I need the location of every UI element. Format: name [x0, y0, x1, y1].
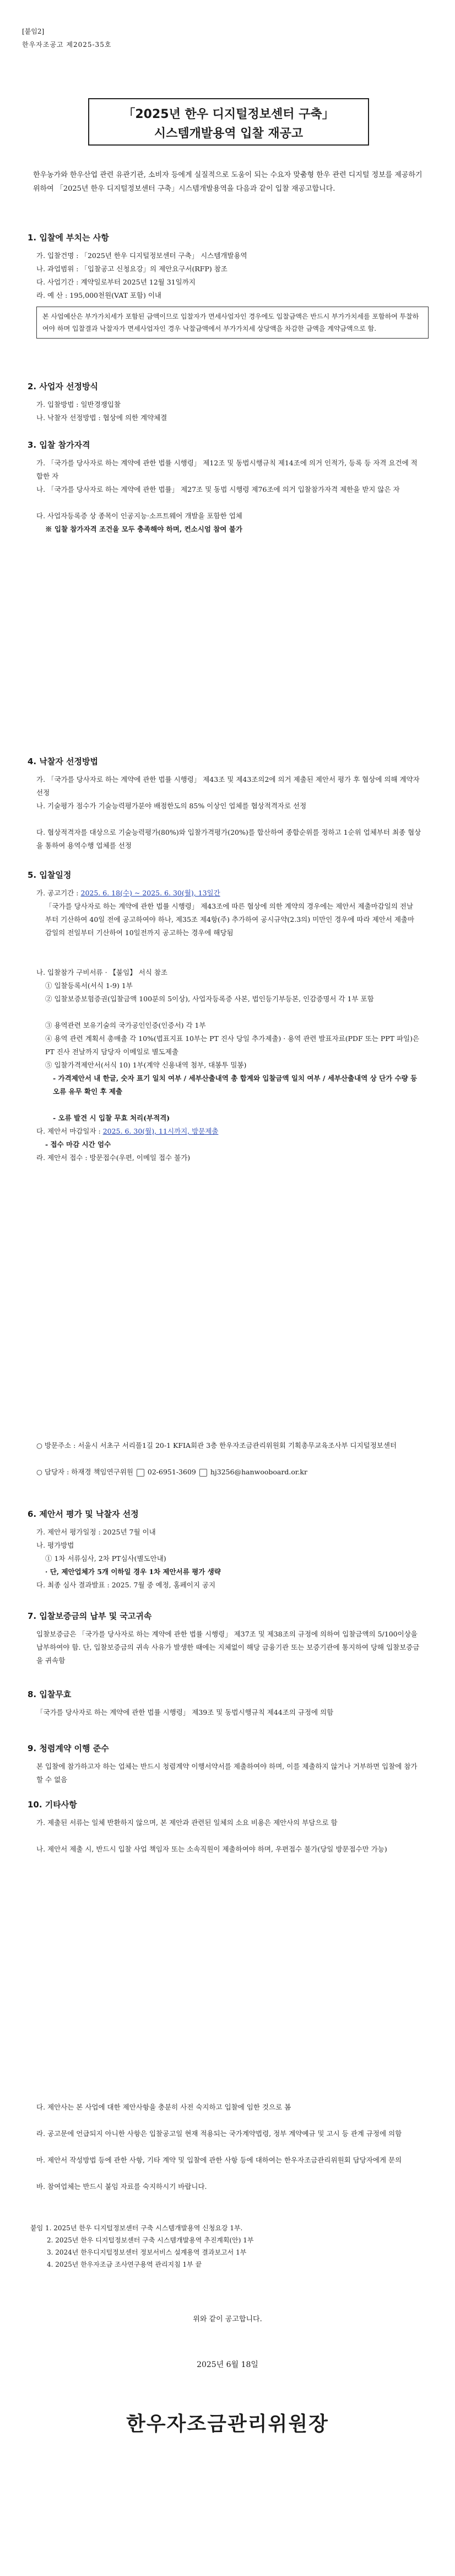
email-icon — [199, 1469, 207, 1477]
s4-item: 다. 협상적격자를 대상으로 기술능력평가(80%)와 입찰가격평가(20%)를 합산하여 종합순위를 정하고 1순위 업체부터 최종 협상을 통하여 용역수행 업체를 선정 — [36, 828, 421, 850]
closing-text: 위와 같이 공고합니다. — [193, 2315, 262, 2323]
s1-budget-note: 본 사업예산은 부가가치세가 포함된 금액이므로 입찰자가 면세사업자인 경우에도 입찰금액은 반드시 부가가치세를 포함하여 투찰하여야 하며 입찰결과 낙찰자가 면세사업자인 경우 낙찰금액에서 부가가치세 상당액을 차감한 금액을 계약금액으로 함. — [36, 307, 429, 339]
s5-doc-item: ④ 용역 관련 계획서 총매출 각 10%(법표지표 10부는 PT 진사 당일 추가제출) · 용역 관련 발표자료(PDF 또는 PPT 파일)은 PT 진사 전날까지 담당자 이메일로 별도제출 — [45, 1034, 420, 1056]
title-line-2: 시스템개발용역 입찰 재공고 — [154, 127, 304, 141]
s6-item: 다. 최종 심사 결과발표 : 2025. 7월 중 예정, 홈페이지 공지 — [36, 1581, 216, 1589]
s5-doc-item: ① 입찰등록서(서식 1-9) 1부 — [45, 981, 133, 990]
s5-deadline-row — [36, 1125, 422, 1138]
section-2-heading: 2. 사업자 선정방식 — [28, 382, 99, 391]
title-box — [88, 98, 369, 146]
s5-contact-person: ○ 담당자 : 하재경 책임연구위원 — [36, 1468, 133, 1476]
attachment-item: 4. 2025년 한우자조금 조사연구용역 관리지침 1부 끝 — [47, 2261, 202, 2268]
s5-doc-item: ⑤ 입찰가격제안서(서식 10) 1부(계약 신용내역 첨부, 대봉투 밀봉) — [45, 1061, 247, 1069]
attachment-item: 3. 2024년 한우디지털정보센터 정보서비스 설계용역 결과보고서 1부 — [47, 2248, 247, 2256]
notice-date: 2025년 6월 18일 — [197, 2360, 258, 2369]
section-10-heading: 10. 기타사항 — [28, 1800, 77, 1810]
section-4-heading: 4. 낙찰자 선정방법 — [28, 756, 99, 766]
s5-doc-note: - 오류 발견 시 입찰 무효 처리(부적격) — [53, 1114, 170, 1122]
s10-item: 다. 제안사는 본 사업에 대한 제안사항을 충분히 사전 숙지하고 입찰에 임한 것으로 봄 — [36, 2103, 291, 2111]
s6-item: ① 1차 서류심사, 2차 PT심사(별도안내) — [45, 1554, 166, 1563]
attachment-label: 붙임 — [30, 2224, 44, 2232]
s9-text: 본 입찰에 참가하고자 하는 업체는 반드시 청렴계약 이행서약서를 제출하여야 하며, 이를 제출하지 않거나 거부하면 입찰에 참가할 수 없음 — [36, 1762, 418, 1784]
issuing-organization: 한우자조금관리위원장 — [126, 2412, 329, 2435]
s10-item: 나. 제안서 제출 시, 반드시 입찰 사업 책임자 또는 소속직원이 제출하여야 하며, 우편접수 불가(당일 방문접수만 가능) — [36, 1845, 387, 1853]
attachment-tag: [붙임2] — [22, 28, 45, 35]
s10-item: 라. 공고문에 언급되지 아니한 사항은 입찰공고일 현재 적용되는 국가계약법령, 정부 계약예규 및 고시 등 관계 규정에 의함 — [36, 2129, 402, 2138]
section-5-heading: 5. 입찰일정 — [28, 870, 72, 880]
s5-contact-email[interactable]: hj3256@hanwooboard.or.kr — [210, 1468, 307, 1476]
s5-contact-row — [36, 1466, 422, 1479]
s5-period-row — [36, 887, 422, 900]
section-1-heading: 1. 입찰에 부치는 사항 — [28, 233, 109, 243]
section-9-heading: 9. 청렴계약 이행 준수 — [28, 1743, 109, 1753]
phone-icon — [137, 1469, 144, 1477]
attachment-item: 1. 2025년 한우 디지털정보센터 구축 시스템개발용역 신청요강 1부. — [45, 2224, 243, 2232]
section-8-heading: 8. 입찰무효 — [28, 1689, 72, 1699]
s8-text: 「국가를 당사자로 하는 계약에 관한 법률 시행령」 제39조 및 동법시행규칙 제44조의 규정에 의함 — [36, 1708, 334, 1716]
section-6-heading: 6. 제안서 평가 및 낙찰자 선정 — [28, 1509, 139, 1519]
section-7-heading: 7. 입찰보증금의 납부 및 국고귀속 — [28, 1611, 152, 1621]
s7-text: 입찰보증금은 「국가를 당사자로 하는 계약에 관한 법률 시행령」 제37조 및 제38조의 규정에 의하여 입찰금액의 5/100이상을 납부하여야 함. 단, 입찰보증금의 귀속 사유가 발생한 때에는 지체없이 해당 금융기관 또는 보증기관에 통지하여 당해 입찰보증금을 귀속함 — [36, 1630, 420, 1665]
s6-item: 가. 제안서 평가일정 : 2025년 7월 이내 — [36, 1528, 156, 1536]
title-line-1: 「2025년 한우 디지털정보센터 구축」 — [123, 108, 334, 121]
s5-period-value: 2025. 6. 18(수) ~ 2025. 6. 30(월), 13일간 — [80, 889, 220, 897]
s3-item: 가. 「국가를 당사자로 하는 계약에 관한 법률 시행령」 제12조 및 동법시행규칙 제14조에 의거 인적가, 등록 등 자격 요건에 적합한 자 — [36, 459, 418, 480]
s1-item: 나. 과업범위 : 「입찰공고 신청요강」의 제안요구서(RFP) 참조 — [36, 265, 228, 273]
s3-item: 나. 「국가를 당사자로 하는 계약에 관한 법률」 제27조 및 동법 시행령 제76조에 의거 입찰참가자격 제한을 받지 않은 자 — [36, 485, 400, 493]
s3-note: ※ 입찰 참가자격 조건을 모두 충족해야 하며, 컨소시엄 참여 불가 — [45, 525, 242, 533]
s5-doc-item: ③ 용역관련 보유기술의 국가공인인증(인증서) 각 1부 — [45, 1021, 206, 1029]
s4-item: 나. 기술평가 점수가 기술능력평가분야 배점한도의 85% 이상인 업체를 협상적격자로 선정 — [36, 802, 307, 810]
s5-deadline-note: - 접수 마감 시간 엄수 — [45, 1140, 111, 1149]
s5-deadline-label: 다. 제안서 마감일자 : — [36, 1127, 101, 1135]
s6-item: 나. 평가방법 — [36, 1541, 74, 1549]
s5-docs-label: 나. 입찰참가 구비서류 · 【붙임】 서식 참조 — [36, 968, 167, 976]
s1-item: 가. 입찰건명 : 「2025년 한우 디지털정보센터 구축」 시스템개발용역 — [36, 251, 247, 260]
s5-contact-phone[interactable]: 02-6951-3609 — [147, 1468, 196, 1476]
attachment-list — [30, 2222, 427, 2271]
s10-item: 가. 제출된 서류는 일체 반환하지 않으며, 본 제안과 관련된 일체의 소요 비용은 제안사의 부담으로 함 — [36, 1818, 338, 1827]
s6-item: · 단, 제안업체가 5개 이하일 경우 1차 제안서류 평가 생략 — [45, 1568, 221, 1576]
s5-contact-address: ○ 방문주소 : 서울시 서초구 서리풀1길 20-1 KFIA회관 3층 한우자조금관리위원회 기획총무교육조사부 디지털정보센터 — [36, 1441, 397, 1450]
s3-item: 다. 사업자등록증 상 종목이 인공지능·소프트웨어 개발을 포함한 업체 — [36, 512, 242, 520]
s5-deadline-value: 2025. 6. 30(월), 11시까지, 방문제출 — [102, 1127, 219, 1135]
s5-submission: 라. 제안서 접수 : 방문접수(우편, 이메일 접수 불가) — [36, 1153, 191, 1162]
s5-period-label: 가. 공고기간 : — [36, 889, 79, 897]
s10-item: 마. 제안서 작성방법 등에 관한 사항, 기타 계약 및 입찰에 관한 사항 등에 대하여는 한우자조금관리위원회 담당자에게 문의 — [36, 2156, 402, 2164]
s5-doc-item: ② 입찰보증보험증권(입찰금액 100분의 5이상), 사업자등록증 사본, 법인등기부등본, 인감증명서 각 1부 포함 — [45, 995, 374, 1003]
s5-period-note: 「국가를 당사자로 하는 계약에 관한 법률 시행령」 제43조에 따른 협상에 의한 계약의 경우에는 제안서 제출마감일의 전날부터 기산하여 40일 전에 공고하여야 하나, 제35조 제4항(주) 추가하여 공시규약(2.3의) 미만인 경우에 따라 제안서 제출마감일의 전일부터 기산하여 10일전까지 공고하는 경우에 해당됨 — [45, 902, 415, 937]
attachment-item: 2. 2025년 한우 디지털정보센터 구축 시스템개발용역 추진계획(안) 1부 — [47, 2236, 254, 2244]
s1-item: 다. 사업기간 : 계약일로부터 2025년 12월 31일까지 — [36, 278, 196, 286]
section-3-heading: 3. 입찰 참가자격 — [28, 440, 90, 450]
intro-paragraph: 한우농가와 한우산업 관련 유관기관, 소비자 등에게 실질적으로 도움이 되는 수요자 맞춤형 한우 관련 디지털 정보를 제공하기 위하여 「2025년 한우 디지털정보센터 구축」시스템개발용역을 다음과 같이 입찰 재공고합니다. — [33, 171, 422, 193]
s2-item: 나. 낙찰자 선정방법 : 협상에 의한 계약체결 — [36, 414, 167, 422]
s5-doc-note: - 가격제안서 내 한글, 숫자 표기 일치 여부 / 세부산출내역 총 합계와 입찰금액 일치 여부 / 세부산출내역 상 단가 수량 등 오류 유무 확인 후 제출 — [53, 1074, 418, 1096]
notice-number: 한우자조공고 제2025-35호 — [22, 41, 112, 49]
s1-item: 라. 예 산 : 195,000천원(VAT 포함) 이내 — [36, 291, 162, 299]
s2-item: 가. 입찰방법 : 일반경쟁입찰 — [36, 400, 121, 409]
s10-item: 바. 참여업체는 반드시 붙임 자료를 숙지하시기 바랍니다. — [36, 2182, 207, 2191]
s4-item: 가. 「국가를 당사자로 하는 계약에 관한 법률 시행령」 제43조 및 제43조의2에 의거 제출된 제안서 평가 후 협상에 의해 계약자 선정 — [36, 775, 420, 797]
